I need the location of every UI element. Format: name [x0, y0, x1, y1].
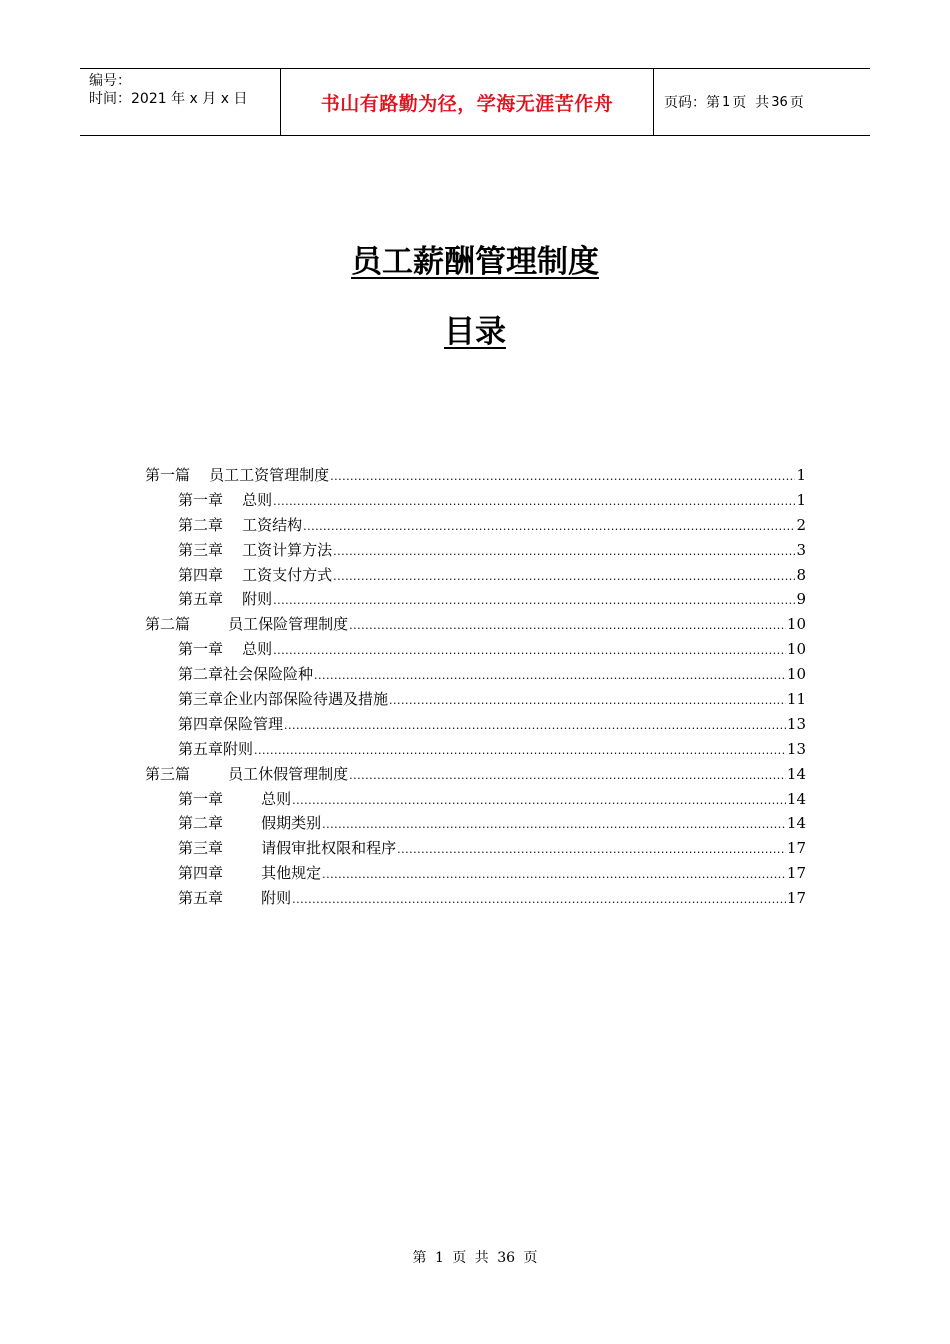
toc-entry[interactable] — [145, 514, 806, 539]
toc-entry-page: 14 — [786, 814, 806, 833]
toc-leader-dots — [254, 744, 786, 757]
page-current: 1 — [722, 94, 731, 110]
toc-entry[interactable] — [145, 812, 806, 837]
page-prefix: 页码：第 — [664, 95, 720, 111]
toc-entry[interactable] — [145, 588, 806, 613]
toc-entry-page: 1 — [796, 490, 806, 509]
toc-entry-label: 第四章 其他规定 — [178, 864, 322, 883]
toc-entry-label: 第五章 附则 — [178, 889, 292, 908]
toc-entry[interactable] — [145, 887, 806, 912]
toc-leader-dots — [330, 470, 795, 483]
toc-entry-label: 第一章 总则 — [178, 789, 292, 808]
toc-entry-page: 17 — [786, 864, 806, 883]
toc-entry-label: 第一章 总则 — [178, 640, 273, 659]
toc-entry-label: 第三篇 员工休假管理制度 — [145, 764, 349, 783]
toc-entry-label: 第一章 总则 — [178, 490, 273, 509]
page-suffix: 页 — [789, 95, 804, 111]
toc-entry[interactable] — [145, 564, 806, 589]
toc-leader-dots — [273, 644, 786, 657]
toc-leader-dots — [389, 694, 786, 707]
document-title: 员工薪酬管理制度 — [351, 244, 599, 280]
toc-entry-page: 2 — [796, 515, 806, 534]
toc-leader-dots — [284, 719, 786, 732]
toc-entry[interactable] — [145, 713, 806, 738]
toc-entry-label: 第二章 工资结构 — [178, 515, 303, 534]
toc-entry[interactable] — [145, 738, 806, 763]
header-meta — [80, 69, 281, 135]
toc-entry[interactable] — [145, 862, 806, 887]
header-page-info — [654, 69, 870, 135]
page-mid: 页 共 — [732, 95, 770, 111]
toc-entry-label: 第五章 附则 — [178, 590, 273, 609]
toc-entry-label: 第二篇 员工保险管理制度 — [145, 615, 349, 634]
toc-entry-label: 第五章附则 — [178, 739, 254, 758]
page-total: 36 — [771, 94, 788, 110]
toc-entry-page: 9 — [796, 590, 806, 609]
toc-entry-page: 14 — [786, 789, 806, 808]
toc-entry-label: 第三章 工资计算方法 — [178, 540, 333, 559]
toc-leader-dots — [397, 843, 786, 856]
toc-entry[interactable] — [145, 788, 806, 813]
toc-entry-label: 第三章 请假审批权限和程序 — [178, 839, 397, 858]
toc-entry-page: 13 — [786, 714, 806, 733]
table-of-contents — [145, 464, 806, 912]
toc-leader-dots — [333, 545, 795, 558]
toc-entry-page: 17 — [786, 839, 806, 858]
toc-leader-dots — [333, 570, 795, 583]
toc-leader-dots — [292, 794, 786, 807]
toc-entry[interactable] — [145, 464, 806, 489]
toc-entry-label: 第四章保险管理 — [178, 714, 284, 733]
toc-entry-page: 8 — [796, 565, 806, 584]
toc-entry-page: 13 — [786, 739, 806, 758]
toc-entry[interactable] — [145, 539, 806, 564]
toc-entry-label: 第一篇 员工工资管理制度 — [145, 466, 330, 484]
toc-heading: 目录 — [444, 314, 506, 350]
toc-entry-page: 3 — [796, 540, 806, 559]
toc-leader-dots — [273, 495, 795, 508]
header-motto: 书山有路勤为径，学海无涯苦作舟 — [281, 69, 654, 135]
toc-entry[interactable] — [145, 638, 806, 663]
toc-entry-label: 第三章企业内部保险待遇及措施 — [178, 690, 389, 709]
toc-entry-page: 1 — [796, 466, 806, 484]
toc-entry[interactable] — [145, 837, 806, 862]
toc-entry-label: 第二章 假期类别 — [178, 814, 322, 833]
toc-leader-dots — [292, 893, 786, 906]
toc-leader-dots — [273, 594, 795, 607]
toc-leader-dots — [322, 868, 786, 881]
toc-entry-page: 11 — [786, 690, 806, 709]
toc-entry-page: 10 — [786, 640, 806, 659]
toc-entry-label: 第二章社会保险险种 — [178, 665, 314, 684]
page-header — [80, 68, 870, 136]
toc-leader-dots — [314, 669, 786, 682]
toc-entry-label: 第四章 工资支付方式 — [178, 565, 333, 584]
time-label: 时间：2021 年 x 月 x 日 — [89, 91, 248, 107]
toc-leader-dots — [349, 619, 786, 632]
toc-entry[interactable] — [145, 613, 806, 638]
toc-entry-page: 10 — [786, 665, 806, 684]
toc-leader-dots — [349, 769, 786, 782]
toc-leader-dots — [322, 818, 786, 831]
page-footer: 第 1 页 共 36 页 — [412, 1250, 538, 1266]
toc-entry[interactable] — [145, 489, 806, 514]
toc-entry[interactable] — [145, 663, 806, 688]
toc-entry[interactable] — [145, 688, 806, 713]
toc-entry-page: 10 — [786, 615, 806, 634]
number-label: 编号： — [89, 73, 131, 89]
toc-entry[interactable] — [145, 763, 806, 788]
toc-entry-page: 17 — [786, 889, 806, 908]
toc-leader-dots — [303, 520, 795, 533]
toc-entry-page: 14 — [786, 764, 806, 783]
